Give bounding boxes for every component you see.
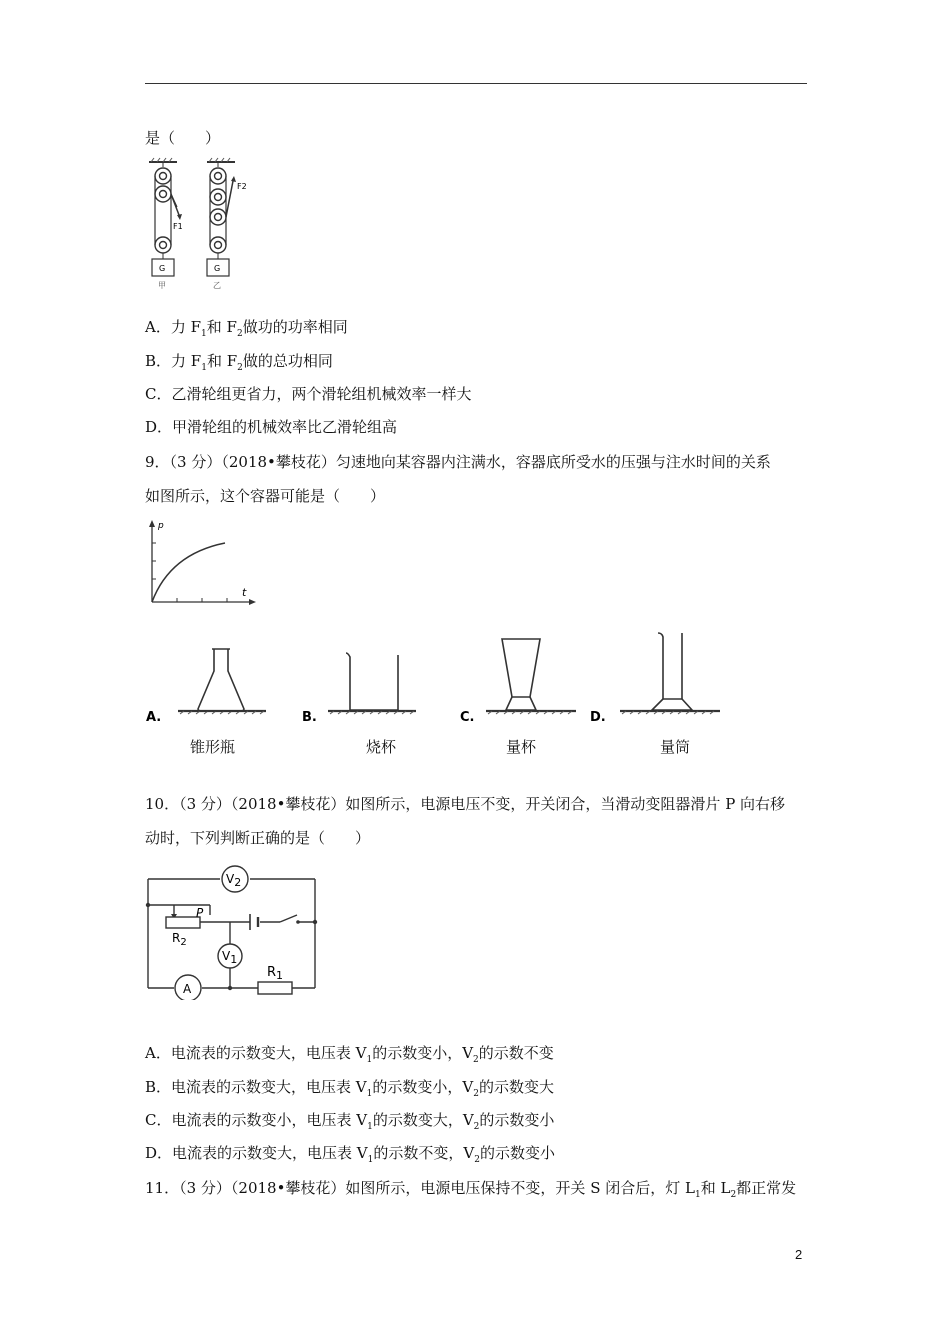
- resistor-r1: [258, 982, 292, 994]
- q10-option-d: D．电流表的示数变大，电压表 $V_1$的示数不变，$V_2$的示数变小: [145, 1144, 555, 1165]
- pressure-curve: [152, 543, 225, 602]
- yi-weight-label: G: [214, 264, 221, 273]
- q11-line1: 11．（3 分）（2018•攀枝花）如图所示，电源电压保持不变，开关 S 闭合后，灯 $L_1$和 $L_2$都正常发: [145, 1179, 797, 1200]
- x-axis-arrow-icon: [249, 599, 256, 605]
- slider-p-label: P: [196, 906, 204, 920]
- option-d-letter: D.: [590, 710, 606, 725]
- header-rule: [145, 83, 807, 84]
- option-b-letter: B.: [302, 710, 317, 725]
- beaker-shape: [346, 653, 398, 710]
- option-a-letter: A.: [146, 710, 162, 725]
- ammeter-label: A: [183, 982, 192, 996]
- r1-label: $R_1$: [267, 965, 284, 982]
- conical-flask-shape: [198, 649, 244, 711]
- jia-upper-pulleys: [155, 168, 171, 253]
- yi-label: 乙: [213, 281, 221, 290]
- f1-arrow-icon: [177, 214, 182, 220]
- q8-option-a: A．力 $F_1$和 $F_2$做功的功率相同: [145, 318, 348, 339]
- q8-stem-tail: 是（ ）: [145, 129, 221, 147]
- y-axis-arrow-icon: [149, 520, 155, 527]
- r2-label: $R_2$: [172, 931, 187, 948]
- switch-blade: [280, 915, 297, 922]
- q10-option-c: C．电流表的示数变小，电压表 $V_1$的示数变大，$V_2$的示数变小: [145, 1111, 555, 1132]
- option-letter: A．: [145, 318, 171, 336]
- q9-line2: 如图所示，这个容器可能是（ ）: [145, 487, 386, 505]
- pulley-figure: [143, 157, 263, 297]
- container-row: [140, 625, 740, 725]
- option-c-letter: C.: [460, 710, 475, 725]
- caption-graduated-cylinder: 量筒: [660, 738, 691, 756]
- caption-beaker: 烧杯: [366, 738, 397, 756]
- caption-conical-flask: 锥形瓶: [190, 738, 236, 756]
- q8-option-b: B．力 $F_1$和 $F_2$做的总功相同: [145, 352, 333, 373]
- q8-option-d: D．甲滑轮组的机械效率比乙滑轮组高: [145, 418, 398, 436]
- rheostat-r2: [166, 917, 200, 928]
- f2-label: F2: [237, 182, 247, 191]
- v2-label: V2: [226, 872, 242, 889]
- jia-label: 甲: [158, 281, 166, 290]
- page-number: 2: [795, 1247, 803, 1262]
- v1-label: V1: [222, 949, 238, 966]
- option-letter: B．: [145, 352, 172, 370]
- pressure-time-graph: [140, 516, 260, 608]
- q10-line1: 10．（3 分）（2018•攀枝花）如图所示，电源电压不变，开关闭合，当滑动变阻器滑片 P 向右移: [145, 795, 786, 813]
- q10-option-b: B．电流表的示数变大，电压表 $V_1$的示数变小，$V_2$的示数变大: [145, 1078, 554, 1099]
- q8-option-c: C．乙滑轮组更省力，两个滑轮组机械效率一样大: [145, 385, 472, 403]
- caption-measuring-cup: 量杯: [506, 738, 537, 756]
- x-axis-label: t: [242, 586, 247, 599]
- yi-pulleys: [210, 168, 226, 253]
- q9-line1: 9．（3 分）（2018•攀枝花）匀速地向某容器内注满水，容器底所受水的压强与注水时间的关系: [145, 453, 771, 471]
- q10-option-a: A．电流表的示数变大，电压表 $V_1$的示数变小，$V_2$的示数不变: [145, 1044, 554, 1065]
- y-axis-label: p: [158, 521, 164, 531]
- f2-arrow-icon: [231, 176, 236, 182]
- q10-line2: 动时，下列判断正确的是（ ）: [145, 829, 371, 847]
- circuit-diagram: [140, 860, 325, 1000]
- graduated-cylinder-shape: [658, 633, 682, 699]
- measuring-cup-shape: [502, 639, 540, 697]
- jia-weight-label: G: [159, 264, 166, 273]
- f1-label: F1: [173, 222, 183, 231]
